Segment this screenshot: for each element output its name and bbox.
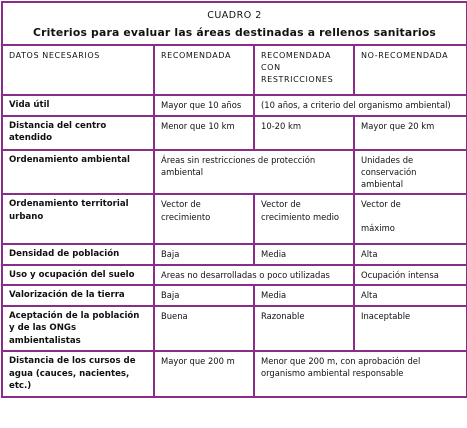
con-restricciones-cell: Vector de crecimiento medio [254,194,354,244]
header-con-restricciones [254,45,354,95]
recomendada-cell: Menor que 10 km [154,116,254,150]
recomendada-cell: Baja [154,285,254,305]
header-row [2,45,467,95]
recomendada-cell: Buena [154,306,254,351]
table-row [2,285,467,305]
header-no-recomendada: NO-RECOMENDADA [354,45,467,95]
header-datos: DATOS NECESARIOS [2,45,154,95]
criterio-cell: Valorización de la tierra [2,285,154,305]
con-restricciones-cell: Razonable [254,306,354,351]
recomendada-y-restricciones-cell: Areas no desarrolladas o poco utilizadas [154,265,354,285]
criterio-cell: Densidad de población [2,244,154,264]
table-title-cell [2,2,467,45]
header-recomendada: RECOMENDADA [154,45,254,95]
header-con-restricciones-line-2: CON [261,63,281,72]
no-recomendada-cell: Inaceptable [354,306,467,351]
page [1,1,466,426]
criterio-cell: Distancia del centro atendido [2,116,154,150]
restricciones-y-no-cell: (10 años, a criterio del organismo ambiental) [254,95,467,115]
criterio-cell: Aceptación de la población y de las ONGs ambientalistas [2,306,154,351]
recomendada-cell: Baja [154,244,254,264]
con-restricciones-cell: 10-20 km [254,116,354,150]
table-title: Criterios para evaluar las áreas destinadas a rellenos sanitarios [32,25,437,39]
table-row [2,306,467,351]
no-recomendada-cell: Mayor que 20 km [354,116,467,150]
recomendada-cell: Vector de crecimiento [154,194,254,244]
header-con-restricciones-line-3: RESTRICCIONES [261,74,334,84]
recomendada-cell: Mayor que 10 años [154,95,254,115]
criterio-cell: Ordenamiento territorial urbano [2,194,154,244]
con-restricciones-cell: Media [254,244,354,264]
recomendada-cell: Mayor que 200 m [154,351,254,397]
table-row [2,351,467,397]
no-recomendada-cell: Alta [354,285,467,305]
criterio-cell: Vida útil [2,95,154,115]
recomendada-y-restricciones-cell: Áreas sin restricciones de protección ambiental [154,150,354,195]
table-row [2,95,467,115]
table-row [2,194,467,244]
no-recomendada-line-2: máximo [361,222,395,233]
criteria-table [1,1,467,398]
no-recomendada-cell [354,194,467,244]
criterio-cell: Ordenamiento ambiental [2,150,154,195]
criterio-cell: Distancia de los cursos de agua (cauces, nacientes, etc.) [2,351,154,397]
con-restricciones-cell: Media [254,285,354,305]
table-title-row [2,2,467,45]
table-row [2,116,467,150]
cuadro-label: CUADRO 2 [207,10,262,21]
table-row [2,150,467,195]
table-row [2,244,467,264]
no-recomendada-line-1: Vector de [361,199,401,210]
header-con-restricciones-line-1: RECOMENDADA [261,51,332,61]
no-recomendada-cell: Alta [354,244,467,264]
restricciones-y-no-cell: Menor que 200 m, con aprobación del organismo ambiental responsable [254,351,467,397]
no-recomendada-cell: Ocupación intensa [354,265,467,285]
no-recomendada-cell: Unidades de conservación ambiental [354,150,467,195]
criterio-cell: Uso y ocupación del suelo [2,265,154,285]
table-row [2,265,467,285]
